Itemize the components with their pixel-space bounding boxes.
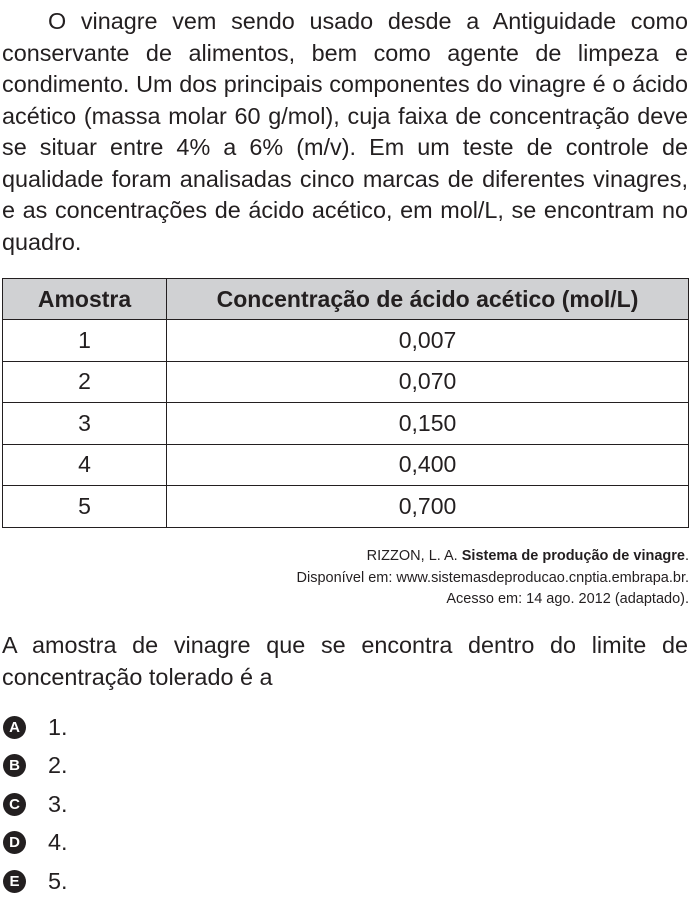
header-concentration: Concentração de ácido acético (mol/L) [167,279,689,320]
option-letter-b-icon: B [3,754,26,777]
sample-number: 4 [3,444,167,486]
table-row [3,403,689,445]
table-row [3,486,689,528]
question-text: A amostra de vinagre que se encontra dentro do limite de concentração tolerado é a [2,632,688,690]
concentration-value: 0,007 [167,320,689,362]
sample-number: 2 [3,361,167,403]
option-text: 4. [48,829,68,856]
option-d[interactable] [2,824,68,863]
option-text: 2. [48,752,68,779]
concentration-table [2,278,689,528]
intro-paragraph: O vinagre vem sendo usado desde a Antiguidade como conservante de alimentos, bem como agente de limpeza e condimento. Um dos principais componentes do vinagre é o ácido acético (massa molar 60 g/mol), cuja faixa de concentração deve se situar entre 4% a 6% (m/v). Em um teste de controle de qualidade foram analisadas cinco marcas de diferentes vinagres, e as concentrações de ácido acético, em mol/L, se encontram no quadro. [2,8,688,255]
concentration-value: 0,400 [167,444,689,486]
citation-author: RIZZON, L. A. [366,548,458,564]
citation-title: Sistema de produção de vinagre [461,548,685,564]
option-e[interactable] [2,862,68,901]
option-letter-d-icon: D [3,831,26,854]
table-header-row [3,279,689,320]
option-letter-a-icon: A [3,716,26,739]
concentration-value: 0,070 [167,361,689,403]
table-row [3,361,689,403]
citation-available: Disponível em: www.sistemasdeproducao.cnptia.embrapa.br. [296,569,689,586]
sample-number: 5 [3,486,167,528]
citation-title-end: . [684,548,689,564]
option-letter-e-icon: E [3,870,26,893]
option-b[interactable] [2,747,68,786]
option-text: 3. [48,790,68,817]
answer-options [2,708,68,901]
table-row [3,320,689,362]
table-row [3,444,689,486]
option-text: 1. [48,713,68,740]
option-letter-c-icon: C [3,793,26,816]
option-text: 5. [48,867,68,894]
option-a[interactable] [2,708,68,747]
source-citation [297,546,690,611]
sample-number: 3 [3,403,167,445]
header-sample: Amostra [3,279,167,320]
concentration-value: 0,700 [167,486,689,528]
sample-number: 1 [3,320,167,362]
concentration-value: 0,150 [167,403,689,445]
citation-line-1 [297,546,690,568]
citation-accessed: Acesso em: 14 ago. 2012 (adaptado). [446,591,689,607]
option-c[interactable] [2,785,68,824]
